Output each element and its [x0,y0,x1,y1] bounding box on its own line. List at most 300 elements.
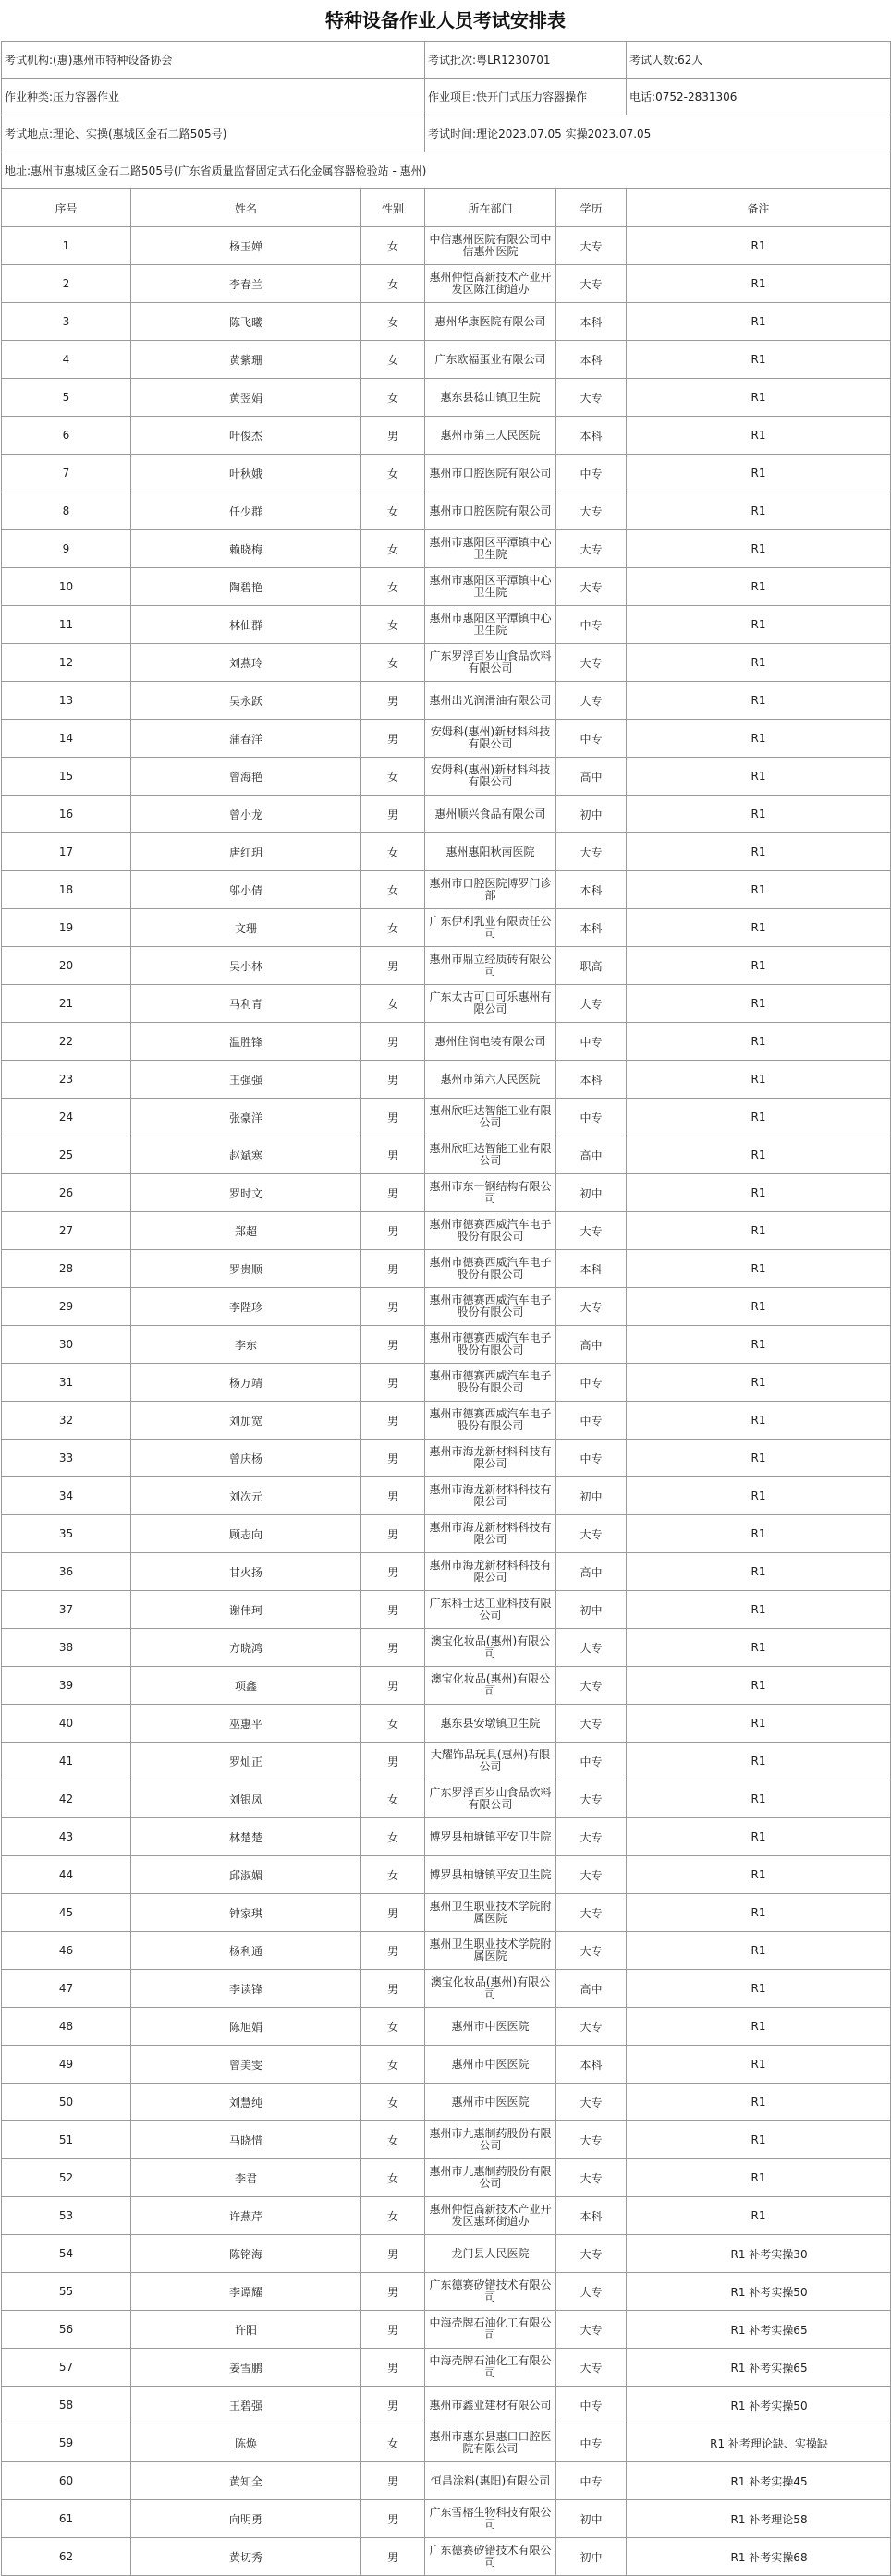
table-row [2,1932,891,1970]
cell-seq: 23 [2,1061,131,1099]
cell-education: 本科 [556,2197,627,2235]
cell-gender: 男 [361,2462,425,2500]
cell-seq: 25 [2,1136,131,1174]
cell-gender: 男 [361,2235,425,2273]
cell-seq: 50 [2,2084,131,2121]
cell-name: 蒲春洋 [131,720,361,758]
cell-seq: 60 [2,2462,131,2500]
table-row [2,909,891,947]
cell-seq: 8 [2,492,131,530]
cell-seq: 15 [2,758,131,796]
cell-education: 中专 [556,2462,627,2500]
cell-name: 李读锋 [131,1970,361,2008]
work-category: 作业种类:压力容器作业 [2,79,425,115]
cell-name: 杨万靖 [131,1364,361,1402]
cell-name: 曾小龙 [131,796,361,833]
cell-gender: 男 [361,1970,425,2008]
table-row [2,2197,891,2235]
table-row [2,833,891,871]
cell-remark: R1 [627,985,891,1023]
table-row [2,2462,891,2500]
cell-name: 巫惠平 [131,1705,361,1743]
table-row [2,1250,891,1288]
cell-seq: 2 [2,265,131,303]
cell-education: 大专 [556,1818,627,1856]
cell-name: 马晓惜 [131,2121,361,2159]
cell-education: 大专 [556,2008,627,2046]
cell-seq: 19 [2,909,131,947]
cell-name: 郑超 [131,1212,361,1250]
cell-name: 李东 [131,1326,361,1364]
cell-gender: 男 [361,2311,425,2349]
cell-gender: 女 [361,606,425,644]
cell-name: 曾庆杨 [131,1440,361,1477]
cell-department: 惠东县稔山镇卫生院 [425,379,556,417]
cell-education: 初中 [556,796,627,833]
table-row [2,2121,891,2159]
cell-education: 大专 [556,1288,627,1326]
cell-name: 黄知全 [131,2462,361,2500]
header-education: 学历 [556,189,627,227]
work-project: 作业项目:快开门式压力容器操作 [425,79,627,115]
cell-seq: 48 [2,2008,131,2046]
cell-name: 李陛珍 [131,1288,361,1326]
cell-seq: 33 [2,1440,131,1477]
cell-name: 赵斌寒 [131,1136,361,1174]
cell-remark: R1 [627,1591,891,1629]
cell-department: 惠州市口腔医院有限公司 [425,492,556,530]
cell-gender: 女 [361,833,425,871]
cell-education: 初中 [556,2500,627,2538]
cell-department: 恒昌涂料(惠阳)有限公司 [425,2462,556,2500]
cell-name: 叶秋娥 [131,455,361,492]
cell-education: 大专 [556,265,627,303]
table-row [2,1743,891,1780]
table-row [2,379,891,417]
cell-education: 大专 [556,492,627,530]
cell-department: 惠东县安墩镇卫生院 [425,1705,556,1743]
cell-gender: 男 [361,1515,425,1553]
cell-department: 惠州市口腔医院有限公司 [425,455,556,492]
cell-department: 惠州市海龙新材料科技有限公司 [425,1515,556,1553]
cell-department: 广东太古可口可乐惠州有限公司 [425,985,556,1023]
cell-gender: 男 [361,1099,425,1136]
table-row [2,985,891,1023]
cell-remark: R1 [627,1856,891,1894]
cell-name: 曾美雯 [131,2046,361,2084]
cell-education: 大专 [556,2273,627,2311]
cell-remark: R1 [627,227,891,265]
cell-gender: 女 [361,1818,425,1856]
cell-department: 广东德赛矽镨技术有限公司 [425,2273,556,2311]
cell-seq: 37 [2,1591,131,1629]
cell-remark: R1 [627,1402,891,1440]
cell-name: 陈焕 [131,2424,361,2462]
cell-seq: 57 [2,2349,131,2387]
cell-education: 中专 [556,455,627,492]
cell-seq: 62 [2,2538,131,2576]
cell-remark: R1 补考实操68 [627,2538,891,2576]
cell-seq: 18 [2,871,131,909]
cell-seq: 55 [2,2273,131,2311]
cell-remark: R1 [627,720,891,758]
table-row [2,1818,891,1856]
cell-department: 博罗县柏塘镇平安卫生院 [425,1818,556,1856]
table-row [2,1477,891,1515]
cell-name: 甘火扬 [131,1553,361,1591]
table-row [2,720,891,758]
cell-remark: R1 [627,1136,891,1174]
cell-seq: 39 [2,1667,131,1705]
cell-department: 广东欧福蛋业有限公司 [425,341,556,379]
phone: 电话:0752-2831306 [627,79,891,115]
cell-department: 惠州市德赛西威汽车电子股份有限公司 [425,1250,556,1288]
cell-remark: R1 补考实操50 [627,2273,891,2311]
cell-remark: R1 [627,341,891,379]
cell-name: 向明勇 [131,2500,361,2538]
cell-name: 任少群 [131,492,361,530]
cell-education: 本科 [556,417,627,455]
cell-name: 林楚楚 [131,1818,361,1856]
table-row [2,1553,891,1591]
cell-remark: R1 [627,758,891,796]
cell-seq: 3 [2,303,131,341]
table-row [2,2273,891,2311]
page-title: 特种设备作业人员考试安排表 [325,9,566,31]
cell-seq: 59 [2,2424,131,2462]
exam-location: 考试地点:理论、实操(惠城区金石二路505号) [2,115,425,152]
cell-gender: 女 [361,985,425,1023]
cell-seq: 30 [2,1326,131,1364]
table-row [2,455,891,492]
table-row [2,568,891,606]
cell-name: 罗贵顺 [131,1250,361,1288]
cell-gender: 男 [361,1288,425,1326]
table-row [2,1780,891,1818]
cell-department: 大耀饰品玩具(惠州)有限公司 [425,1743,556,1780]
cell-remark: R1 [627,1743,891,1780]
cell-gender: 女 [361,265,425,303]
cell-remark: R1 [627,1326,891,1364]
cell-department: 澳宝化妆品(惠州)有限公司 [425,1629,556,1667]
cell-education: 大专 [556,530,627,568]
cell-department: 广东伊利乳业有限责任公司 [425,909,556,947]
cell-gender: 女 [361,758,425,796]
cell-gender: 女 [361,2046,425,2084]
cell-education: 大专 [556,568,627,606]
cell-name: 黄翌娟 [131,379,361,417]
cell-gender: 女 [361,1705,425,1743]
cell-remark: R1 [627,1023,891,1061]
cell-gender: 男 [361,1629,425,1667]
header-gender: 性别 [361,189,425,227]
cell-name: 陈铭海 [131,2235,361,2273]
exam-time: 考试时间:理论2023.07.05 实操2023.07.05 [425,115,891,152]
cell-remark: R1 [627,1061,891,1099]
cell-education: 大专 [556,379,627,417]
cell-education: 大专 [556,1894,627,1932]
cell-education: 大专 [556,1629,627,1667]
cell-remark: R1 补考实操50 [627,2387,891,2424]
header-remark: 备注 [627,189,891,227]
cell-seq: 9 [2,530,131,568]
cell-department: 广东雪榕生物科技有限公司 [425,2500,556,2538]
cell-name: 陈旭娟 [131,2008,361,2046]
cell-department: 惠州市德赛西威汽车电子股份有限公司 [425,1212,556,1250]
cell-seq: 53 [2,2197,131,2235]
cell-gender: 女 [361,2424,425,2462]
cell-seq: 41 [2,1743,131,1780]
cell-gender: 女 [361,2084,425,2121]
cell-seq: 43 [2,1818,131,1856]
cell-gender: 男 [361,2273,425,2311]
cell-education: 高中 [556,1326,627,1364]
cell-gender: 男 [361,2387,425,2424]
table-row [2,2538,891,2576]
cell-remark: R1 [627,682,891,720]
cell-seq: 52 [2,2159,131,2197]
cell-name: 刘银凤 [131,1780,361,1818]
cell-remark: R1 [627,1629,891,1667]
cell-department: 安姆科(惠州)新材料科技有限公司 [425,720,556,758]
cell-name: 杨利通 [131,1932,361,1970]
cell-name: 刘加宽 [131,1402,361,1440]
cell-remark: R1 补考理论58 [627,2500,891,2538]
info-row-3 [2,115,891,152]
cell-department: 惠州市惠阳区平潭镇中心卫生院 [425,568,556,606]
cell-remark: R1 [627,1780,891,1818]
cell-remark: R1 [627,947,891,985]
table-row [2,1212,891,1250]
table-row [2,1856,891,1894]
cell-gender: 男 [361,2538,425,2576]
cell-seq: 7 [2,455,131,492]
cell-education: 中专 [556,2387,627,2424]
cell-gender: 男 [361,720,425,758]
cell-gender: 男 [361,2349,425,2387]
cell-gender: 男 [361,1894,425,1932]
cell-remark: R1 [627,1174,891,1212]
cell-remark: R1 [627,1440,891,1477]
cell-name: 林仙群 [131,606,361,644]
cell-department: 澳宝化妆品(惠州)有限公司 [425,1667,556,1705]
cell-remark: R1 [627,2008,891,2046]
cell-remark: R1 [627,909,891,947]
cell-education: 初中 [556,1174,627,1212]
cell-remark: R1 [627,2121,891,2159]
cell-department: 惠州卫生职业技术学院附属医院 [425,1932,556,1970]
exam-address: 地址:惠州市惠城区金石二路505号(广东省质量监督固定式石化金属容器检验站 - 惠州) [2,152,891,189]
cell-education: 本科 [556,303,627,341]
cell-education: 高中 [556,758,627,796]
table-row [2,341,891,379]
cell-name: 杨玉婵 [131,227,361,265]
cell-education: 大专 [556,2121,627,2159]
cell-department: 广东科士达工业科技有限公司 [425,1591,556,1629]
cell-education: 大专 [556,1212,627,1250]
cell-education: 大专 [556,682,627,720]
cell-seq: 42 [2,1780,131,1818]
cell-education: 大专 [556,644,627,682]
table-header [2,189,891,227]
cell-seq: 17 [2,833,131,871]
cell-seq: 40 [2,1705,131,1743]
cell-education: 大专 [556,2349,627,2387]
cell-department: 惠州欣旺达智能工业有限公司 [425,1099,556,1136]
cell-gender: 男 [361,1061,425,1099]
table-row [2,758,891,796]
cell-name: 顾志向 [131,1515,361,1553]
cell-department: 中信惠州医院有限公司中信惠州医院 [425,227,556,265]
table-row [2,530,891,568]
cell-gender: 男 [361,1932,425,1970]
table-row [2,2084,891,2121]
table-row [2,1591,891,1629]
cell-gender: 男 [361,1023,425,1061]
cell-name: 邱淑媚 [131,1856,361,1894]
cell-education: 中专 [556,1023,627,1061]
exam-org: 考试机构:(惠)惠州市特种设备协会 [2,42,425,79]
cell-education: 大专 [556,833,627,871]
cell-seq: 38 [2,1629,131,1667]
cell-gender: 男 [361,1667,425,1705]
cell-name: 曾海艳 [131,758,361,796]
table-row [2,417,891,455]
cell-remark: R1 [627,1212,891,1250]
cell-remark: R1 [627,796,891,833]
cell-gender: 女 [361,379,425,417]
cell-remark: R1 [627,2159,891,2197]
cell-remark: R1 [627,455,891,492]
table-row [2,2159,891,2197]
cell-remark: R1 [627,379,891,417]
cell-education: 本科 [556,1250,627,1288]
cell-name: 叶俊杰 [131,417,361,455]
cell-gender: 男 [361,947,425,985]
cell-gender: 女 [361,530,425,568]
cell-department: 惠州市鑫业建材有限公司 [425,2387,556,2424]
cell-name: 许燕芹 [131,2197,361,2235]
cell-seq: 29 [2,1288,131,1326]
table-row [2,2424,891,2462]
cell-education: 中专 [556,1364,627,1402]
header-department: 所在部门 [425,189,556,227]
cell-remark: R1 [627,1894,891,1932]
cell-department: 澳宝化妆品(惠州)有限公司 [425,1970,556,2008]
cell-remark: R1 补考实操65 [627,2311,891,2349]
cell-department: 惠州华康医院有限公司 [425,303,556,341]
cell-remark: R1 [627,303,891,341]
cell-remark: R1 [627,1553,891,1591]
cell-gender: 女 [361,1780,425,1818]
table-row [2,227,891,265]
cell-remark: R1 [627,606,891,644]
cell-name: 文珊 [131,909,361,947]
table-row [2,303,891,341]
cell-seq: 12 [2,644,131,682]
cell-education: 本科 [556,871,627,909]
cell-gender: 女 [361,644,425,682]
cell-department: 惠州市中医医院 [425,2008,556,2046]
cell-education: 初中 [556,2538,627,2576]
table-row [2,1023,891,1061]
cell-department: 惠州顺兴食品有限公司 [425,796,556,833]
table-row [2,2349,891,2387]
cell-name: 王强强 [131,1061,361,1099]
cell-gender: 男 [361,1136,425,1174]
cell-gender: 男 [361,1364,425,1402]
table-row [2,2046,891,2084]
cell-education: 高中 [556,1553,627,1591]
table-row [2,1364,891,1402]
info-row-1 [2,42,891,79]
cell-education: 大专 [556,1515,627,1553]
cell-department: 惠州市惠阳区平潭镇中心卫生院 [425,530,556,568]
table-row [2,1061,891,1099]
table-row [2,1629,891,1667]
cell-name: 姜雪鹏 [131,2349,361,2387]
cell-department: 惠州市鼎立经质砖有限公司 [425,947,556,985]
table-row [2,1402,891,1440]
cell-remark: R1 [627,2197,891,2235]
cell-name: 项鑫 [131,1667,361,1705]
cell-department: 惠州市九惠制药股份有限公司 [425,2121,556,2159]
cell-seq: 32 [2,1402,131,1440]
cell-department: 安姆科(惠州)新材料科技有限公司 [425,758,556,796]
cell-seq: 13 [2,682,131,720]
info-row-2 [2,79,891,115]
cell-gender: 女 [361,341,425,379]
table-row [2,492,891,530]
cell-department: 惠州欣旺达智能工业有限公司 [425,1136,556,1174]
cell-education: 本科 [556,909,627,947]
cell-remark: R1 补考实操30 [627,2235,891,2273]
cell-department: 惠州住润电装有限公司 [425,1023,556,1061]
cell-remark: R1 [627,265,891,303]
cell-remark: R1 [627,833,891,871]
table-row [2,1970,891,2008]
cell-education: 大专 [556,2159,627,2197]
cell-seq: 36 [2,1553,131,1591]
cell-education: 中专 [556,606,627,644]
cell-name: 唐红玥 [131,833,361,871]
cell-education: 中专 [556,1440,627,1477]
cell-seq: 11 [2,606,131,644]
cell-remark: R1 [627,1364,891,1402]
cell-department: 龙门县人民医院 [425,2235,556,2273]
table-row [2,796,891,833]
cell-department: 惠州市德赛西威汽车电子股份有限公司 [425,1402,556,1440]
cell-education: 大专 [556,2311,627,2349]
cell-education: 大专 [556,2235,627,2273]
cell-gender: 男 [361,417,425,455]
cell-name: 刘燕玲 [131,644,361,682]
cell-education: 大专 [556,1780,627,1818]
cell-education: 中专 [556,1099,627,1136]
cell-name: 刘慧纯 [131,2084,361,2121]
cell-gender: 男 [361,1440,425,1477]
cell-remark: R1 [627,530,891,568]
cell-gender: 男 [361,1553,425,1591]
cell-seq: 58 [2,2387,131,2424]
cell-name: 王碧强 [131,2387,361,2424]
cell-name: 吴小林 [131,947,361,985]
table-row [2,682,891,720]
cell-gender: 男 [361,682,425,720]
table-row [2,1326,891,1364]
cell-education: 高中 [556,1970,627,2008]
table-row [2,606,891,644]
